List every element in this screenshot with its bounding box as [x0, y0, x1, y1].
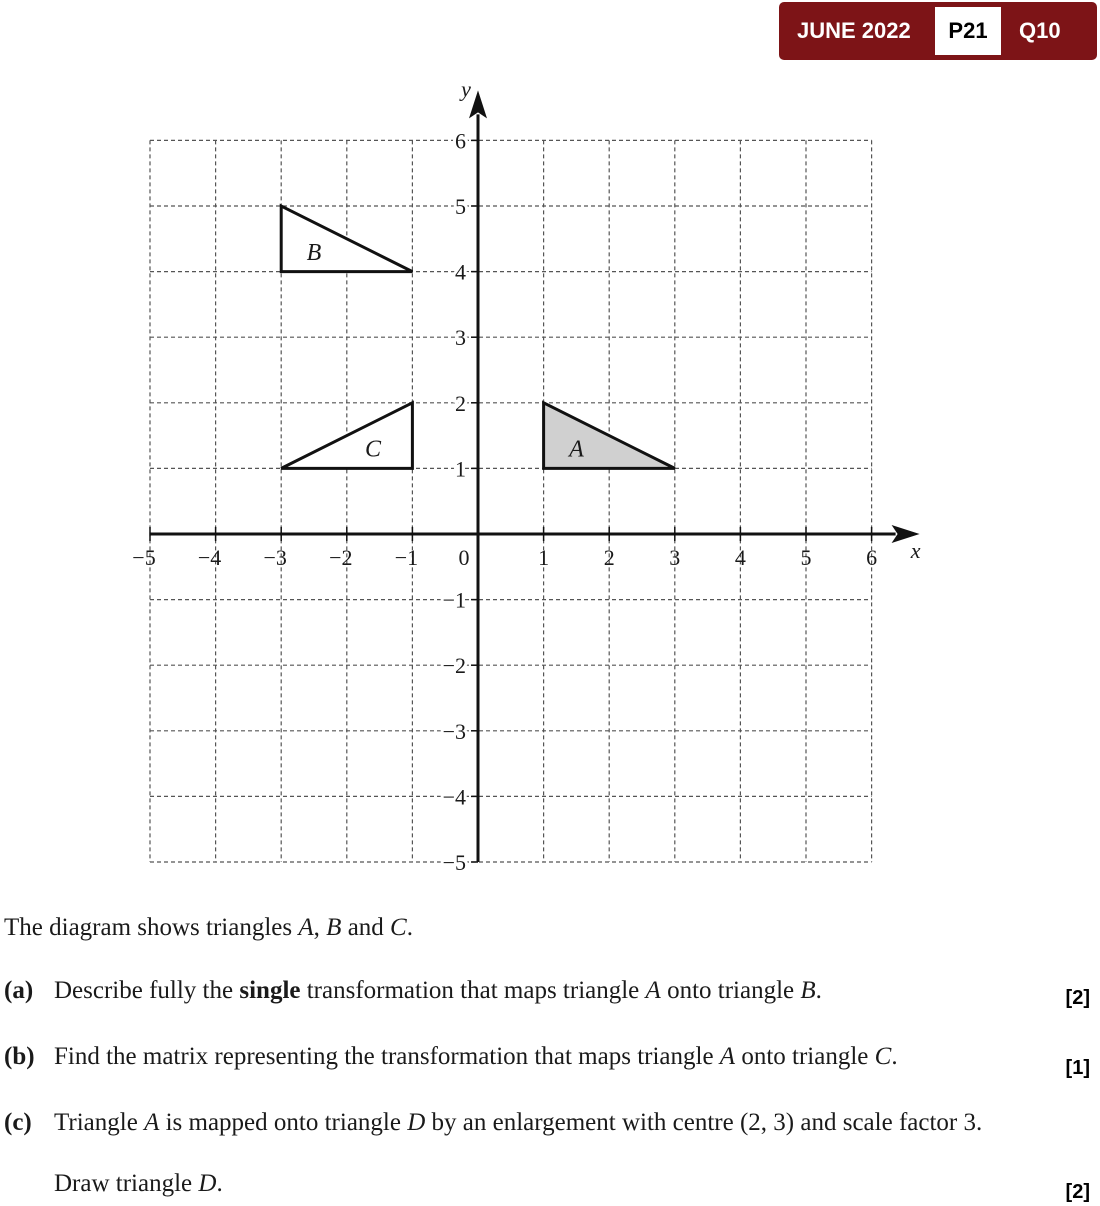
paper-label: P21: [935, 7, 1001, 55]
part-b: (b) Find the matrix representing the transformation that maps triangle A onto triangle C.: [4, 1043, 898, 1070]
y-tick-label: 1: [455, 456, 466, 482]
part-c: (c) Triangle A is mapped onto triangle D by an enlargement with centre (2, 3) and scale factor 3.: [4, 1109, 983, 1136]
x-tick-label: 6: [866, 545, 878, 570]
y-tick-label: −5: [442, 850, 466, 875]
y-tick-label: 5: [455, 194, 466, 219]
part-a: (a) Describe fully the single transformation that maps triangle A onto triangle B.: [4, 977, 822, 1004]
y-axis-label: y: [461, 76, 471, 102]
x-tick-label: −3: [263, 545, 287, 570]
marks-c: [2]: [1065, 1181, 1090, 1203]
intro-text: The diagram shows triangles A, B and C.: [4, 914, 413, 941]
x-axis-label: x: [910, 538, 921, 563]
x-tick-label: −2: [329, 545, 353, 570]
y-tick-label: −1: [442, 587, 466, 613]
x-tick-label: −1: [394, 545, 419, 570]
marks-b: [1]: [1065, 1057, 1090, 1079]
triangle-B: [281, 206, 412, 272]
x-tick-label: 4: [734, 545, 746, 570]
x-tick-label: −4: [197, 545, 222, 570]
x-tick-label: 0: [458, 545, 470, 570]
x-tick-label: 2: [603, 545, 615, 570]
y-tick-label: 3: [455, 325, 466, 351]
x-tick-label: 3: [669, 545, 681, 570]
triangle-A: [544, 403, 675, 469]
session-label: JUNE 2022: [797, 18, 911, 43]
triangle-C: [281, 403, 412, 469]
y-axis-arrow: [469, 90, 487, 118]
y-tick-label: −3: [442, 718, 466, 744]
triangle-label-A: A: [569, 436, 584, 463]
x-tick-label: 1: [538, 545, 550, 570]
y-tick-label: −2: [442, 653, 466, 679]
x-tick-label: 5: [800, 545, 812, 570]
y-tick-label: 6: [455, 128, 466, 154]
question-label: Q10: [1019, 18, 1061, 43]
y-tick-label: −4: [442, 784, 466, 810]
triangle-label-C: C: [365, 436, 382, 463]
y-tick-label: 2: [455, 390, 466, 416]
marks-a: [2]: [1065, 987, 1090, 1009]
triangle-label-B: B: [306, 239, 322, 266]
x-tick-label: −5: [132, 545, 156, 570]
grid-lines: [150, 140, 872, 862]
part-c-draw: Draw triangle D.: [54, 1170, 223, 1197]
y-tick-label: 4: [455, 259, 466, 285]
